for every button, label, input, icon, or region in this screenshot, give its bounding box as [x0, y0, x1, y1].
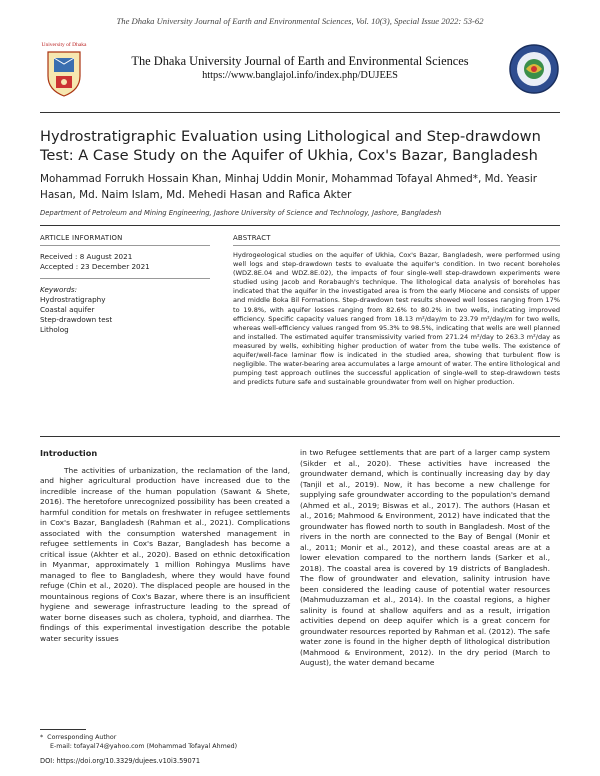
body-left-column [40, 448, 290, 644]
journal-name: The Dhaka University Journal of Earth and Environmental Sciences [131, 54, 469, 68]
doi-link[interactable]: DOI: https://doi.org/10.3329/dujees.v10i3.59071 [40, 757, 201, 765]
header-divider [40, 112, 560, 113]
abstract-text: Hydrogeological studies on the aquifer of Ukhia, Cox's Bazar, Bangladesh, were performed using well logs and step-drawdown tests to evaluate the aquifer's condition. In two recent boreholes (WDZ.8E.04 and WDZ.8E.02), the impacts of four single-well step-drawdown experiments were studied using Jacob and Rorabaugh's technique. The lithological data analysis of boreholes has indicated that the aquifer in the investigated area is from the early Miocene and consists of upper and middle Boka Bil Formations. Step-drawdown test results showed well losses ranging from 17% to 19.8%, with aquifer losses ranging from 82.6% to 80.2% in two wells, indicating improved efficiency. Specific capacity values ranged from 18.13 m²/day/m to 23.79 m²/day/m for two wells, whereas well-efficiency values ranged from 95.3% to 98.5%, indicating that wells are well planned and installed. The estimated aquifer transmissivity varied from 271.24 m²/day to 263.3 m²/day as measured by wells, exhibiting higher production of water from the tube wells. The existence of aquifer/well-face laminar flow is indicated in the studied area, showing that turbulent flow is negligible. The water-bearing area accumulates a large amount of water. The entire lithological and pumping test approach outlines the successful application of single-well to step-drawdown tests and predicts future safe and sustainable groundwater from well on higher production. [233, 251, 560, 387]
accepted-date: Accepted : 23 December 2021 [40, 262, 150, 271]
journal-url[interactable]: https://www.banglajol.info/index.php/DUJEES [202, 70, 398, 81]
university-logo-icon [40, 40, 88, 98]
keyword-item: Hydrostratigraphy [40, 295, 106, 304]
footnote-marker: * [40, 734, 44, 741]
keyword-item: Step-drawdown test [40, 315, 113, 324]
abstract-panel [233, 234, 560, 387]
author-list: Mohammad Forrukh Hossain Khan, Minhaj Uddin Monir, Mohammad Tofayal Ahmed*, Md. Yeasir Hasan, Md. Naim Islam, Md. Mehedi Hasan and Rafica Akter [40, 173, 538, 201]
keyword-item: Coastal aquifer [40, 305, 95, 314]
article-info-heading: ARTICLE INFORMATION [40, 234, 210, 246]
received-date: Received : 8 August 2021 [40, 252, 133, 261]
intro-paragraph: The activities of urbanization, the reclamation of the land, and higher agricultural production have increased due to the incredible increase of the human population (Sawant & Shete, 2016). The heretofore unrecognized possibility has been created a harmful condition for metals on freshwater in refugee settlements in Cox's Bazar, Bangladesh (Rahman et al., 2021). Complications associated with the consumption watershed management in refugee settlements in Cox's Bazar, Bangladesh has become a critical issue (Akhter et al., 2020). Based on ethnic detoxification in Myanmar, approximately 1 million Rohingya Muslims have managed to flee to Bangladesh, where they would have found refuge (Chin et al., 2020). The displaced people are housed in the mountainous regions of Cox's Bazar, where there is an insufficient hygiene and sewerage infrastructure leading to the spread of water borne diseases such as cholera, typhoid, and diarrhea. The findings of this experimental investigation describe the potable water security issues [40, 465, 290, 643]
article-information-panel [40, 234, 210, 335]
body-right-column [300, 448, 550, 669]
abstract-divider [40, 436, 560, 437]
corresponding-author-label: Corresponding Author [47, 734, 117, 741]
university-logo-text: University of Dhaka [41, 42, 87, 48]
journal-seal-icon [508, 42, 560, 96]
author-affiliation: Department of Petroleum and Mining Engineering, Jashore University of Science and Technology, Jashore, Bangladesh [40, 209, 442, 217]
corresponding-email[interactable]: E-mail: tofayal74@yahoo.com (Mohammad Tofayal Ahmed) [50, 743, 238, 750]
keyword-item: Litholog [40, 325, 69, 334]
corresponding-author-footnote [40, 729, 290, 751]
affiliation-divider [40, 225, 560, 226]
article-title: Hydrostratigraphic Evaluation using Lithological and Step-drawdown Test: A Case Study on the Aquifer of Ukhia, Cox's Bazar, Bangladesh [40, 128, 541, 164]
article-dates [40, 252, 210, 279]
abstract-heading: ABSTRACT [233, 234, 560, 246]
introduction-heading: Introduction [40, 448, 98, 458]
running-head: The Dhaka University Journal of Earth and Environmental Sciences, Vol. 10(3), Special Issue 2022: 53-62 [116, 16, 484, 26]
intro-paragraph-continued: in two Refugee settlements that are part of a larger camp system (Sikder et al., 2020). These activities have increased the groundwater demand, which is continually increasing day by day (Tanjil et al., 2019). Now, it has become a new challenge for supplying safe groundwater according to the population's demand (Ahmed et al., 2019; Biswas et al., 2017). The authors (Hasan et al., 2016; Mahmood & Environment, 2012) have indicated that the groundwater has flowed north to south in Bangladesh. Most of the rivers in the north are connected to the Bay of Bengal (Monir et al., 2011; Monir et al., 2012), and these coastal areas are at a lower elevation compared to the northern lands (Sarker et al., 2018). The coastal area is covered by 19 districts of Bangladesh. The flow of groundwater and elevation, salinity intrusion have been considered the leading cause of potential water resources (Mahmuduzzaman et al., 2014). In the coastal regions, a higher salinity is found at shallow aquifers and as a result, irrigation activities depend on deep aquifer which is a great concern for groundwater resources reported by Rahman et al. (2012). The safe water zone is found in the higher depth of lithological distribution (Mahmood & Environment, 2012). In the dry period (March to August), the water demand became [300, 448, 550, 667]
footnote-rule [40, 729, 86, 730]
journal-masthead [40, 40, 560, 102]
keywords-label: Keywords: [40, 285, 78, 294]
